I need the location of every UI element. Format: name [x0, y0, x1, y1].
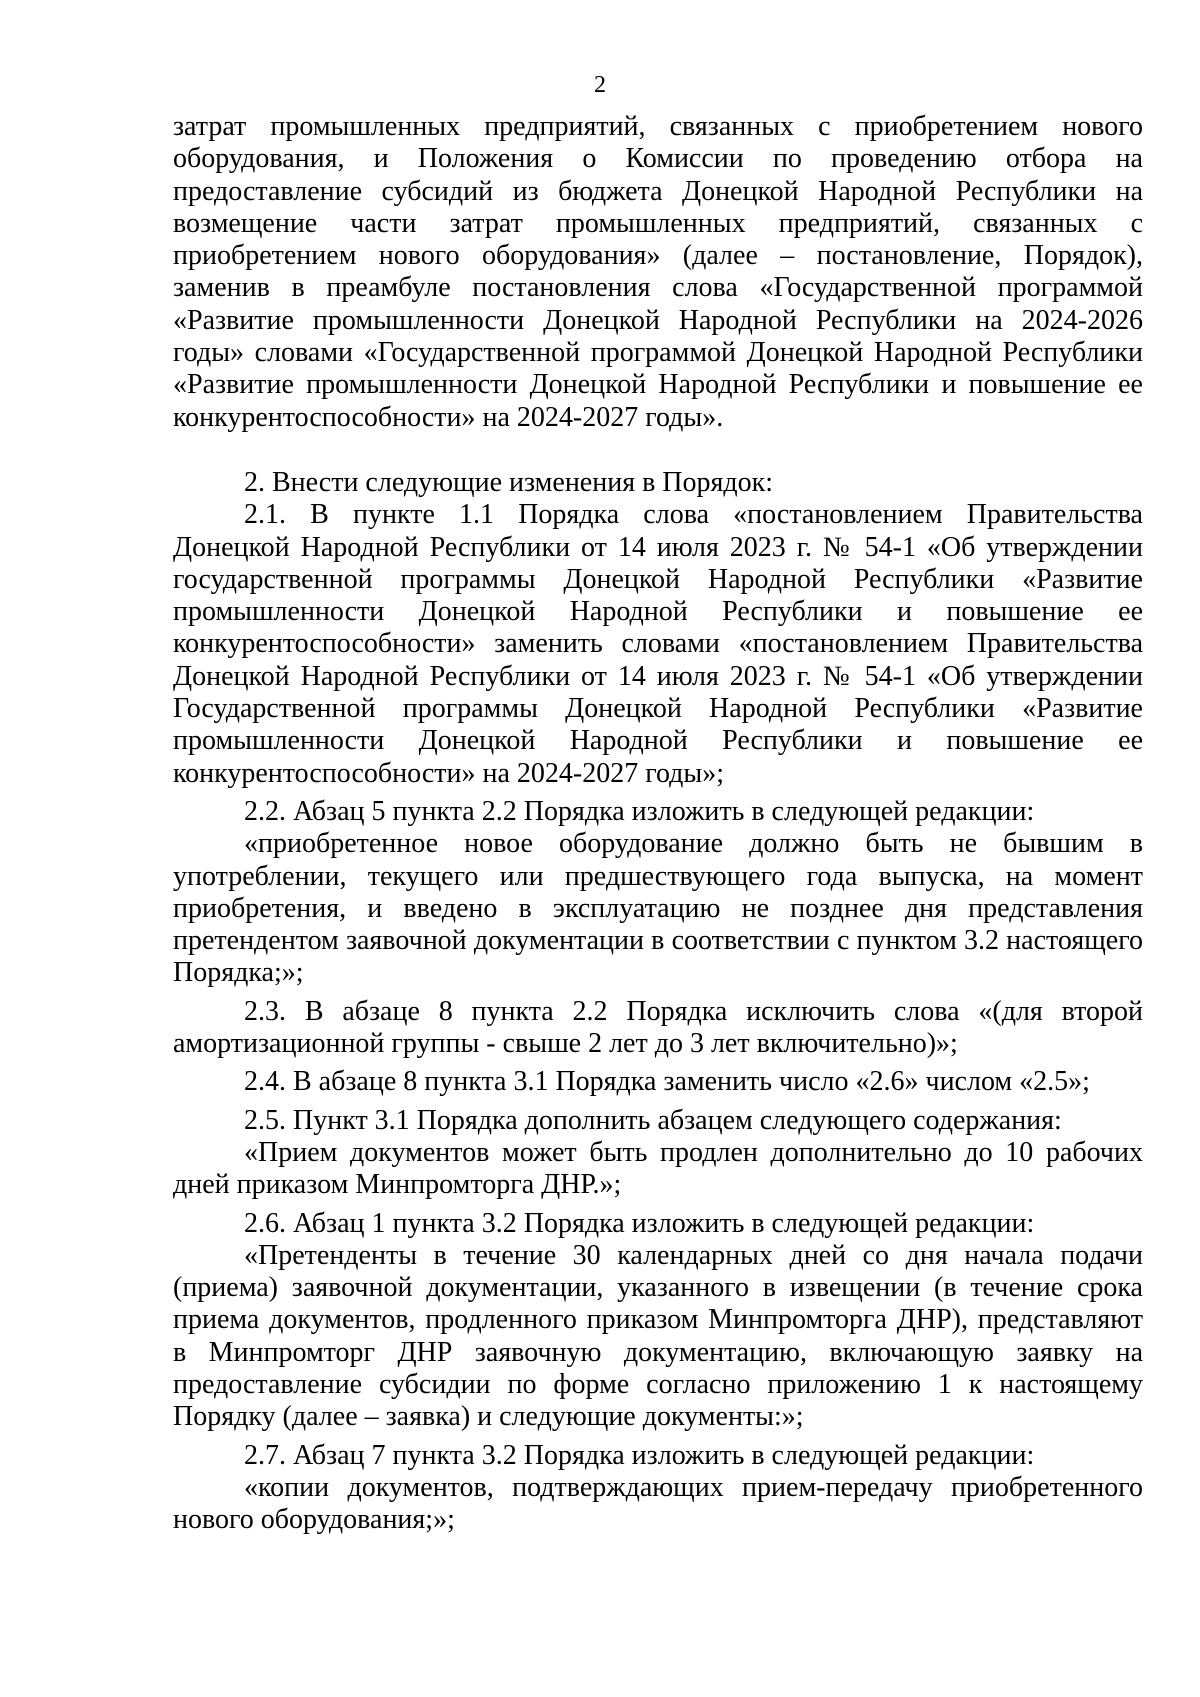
paragraph-item-2-5: 2.5. Пункт 3.1 Порядка дополнить абзацем следующего содержания: [244, 1104, 1062, 1136]
paragraph-item-2-7-quote: «копии документов, подтверждающих прием-передачу приобретенного нового оборудования;»; [173, 1471, 1143, 1536]
paragraph-item-2-4: 2.4. В абзаце 8 пункта 3.1 Порядка заменить число «2.6» числом «2.5»; [244, 1066, 1090, 1098]
document-body [173, 111, 1143, 1536]
paragraph-item-2-2: 2.2. Абзац 5 пункта 2.2 Порядка изложить в следующей редакции: [244, 795, 1035, 827]
paragraph-item-2-6: 2.6. Абзац 1 пункта 3.2 Порядка изложить в следующей редакции: [244, 1207, 1035, 1239]
paragraph-item-2-5-quote: «Прием документов может быть продлен дополнительно до 10 рабочих дней приказом Минпромторга ДНР.»; [173, 1136, 1143, 1201]
page-number: 2 [594, 72, 606, 98]
paragraph-item-2-2-quote: «приобретенное новое оборудование должно быть не бывшим в употреблении, текущего или предшествующего года выпуска, на момент приобретения, и введено в эксплуатацию не позднее дня представления претендентом заявочной документации в соответствии с пунктом 3.2 настоящего Порядка;»; [173, 828, 1143, 989]
paragraph-item-2-3: 2.3. В абзаце 8 пункта 2.2 Порядка исключить слова «(для второй амортизационной группы - свыше 2 лет до 3 лет включительно)»; [173, 995, 1143, 1060]
paragraph-continuation: затрат промышленных предприятий, связанных с приобретением нового оборудования, и Положения о Комиссии по проведению отбора на предоставление субсидий из бюджета Донецкой Народной Республики на возмещение части затрат промышленных предприятий, связанных с приобретением нового оборудования» (далее – постановление, Порядок), заменив в преамбуле постановления слова «Государственной программой «Развитие промышленности Донецкой Народной Республики на 2024-2026 годы» словами «Государственной программой Донецкой Народной Республики «Развитие промышленности Донецкой Народной Республики и повышение ее конкурентоспособности» на 2024-2027 годы». [173, 111, 1143, 433]
paragraph-item-2: 2. Внести следующие изменения в Порядок: [244, 466, 774, 498]
paragraph-item-2-1: 2.1. В пункте 1.1 Порядка слова «постановлением Правительства Донецкой Народной Республики от 14 июля 2023 г. № 54-1 «Об утверждении государственной программы Донецкой Народной Республики «Развитие промышленности Донецкой Народной Республики и повышение ее конкурентоспособности» заменить словами «постановлением Правительства Донецкой Народной Республики от 14 июля 2023 г. № 54-1 «Об утверждении Государственной программы Донецкой Народной Республики «Развитие промышленности Донецкой Народной Республики и повышение ее конкурентоспособности» на 2024-2027 годы»; [173, 499, 1143, 789]
paragraph-item-2-6-quote: «Претенденты в течение 30 календарных дней со дня начала подачи (приема) заявочной документации, указанного в извещении (в течение срока приема документов, продленного приказом Минпромторга ДНР), представляют в Минпромторг ДНР заявочную документацию, включающую заявку на предоставление субсидии по форме согласно приложению 1 к настоящему Порядку (далее – заявка) и следующие документы:»; [173, 1239, 1143, 1433]
paragraph-item-2-7: 2.7. Абзац 7 пункта 3.2 Порядка изложить в следующей редакции: [244, 1439, 1035, 1471]
